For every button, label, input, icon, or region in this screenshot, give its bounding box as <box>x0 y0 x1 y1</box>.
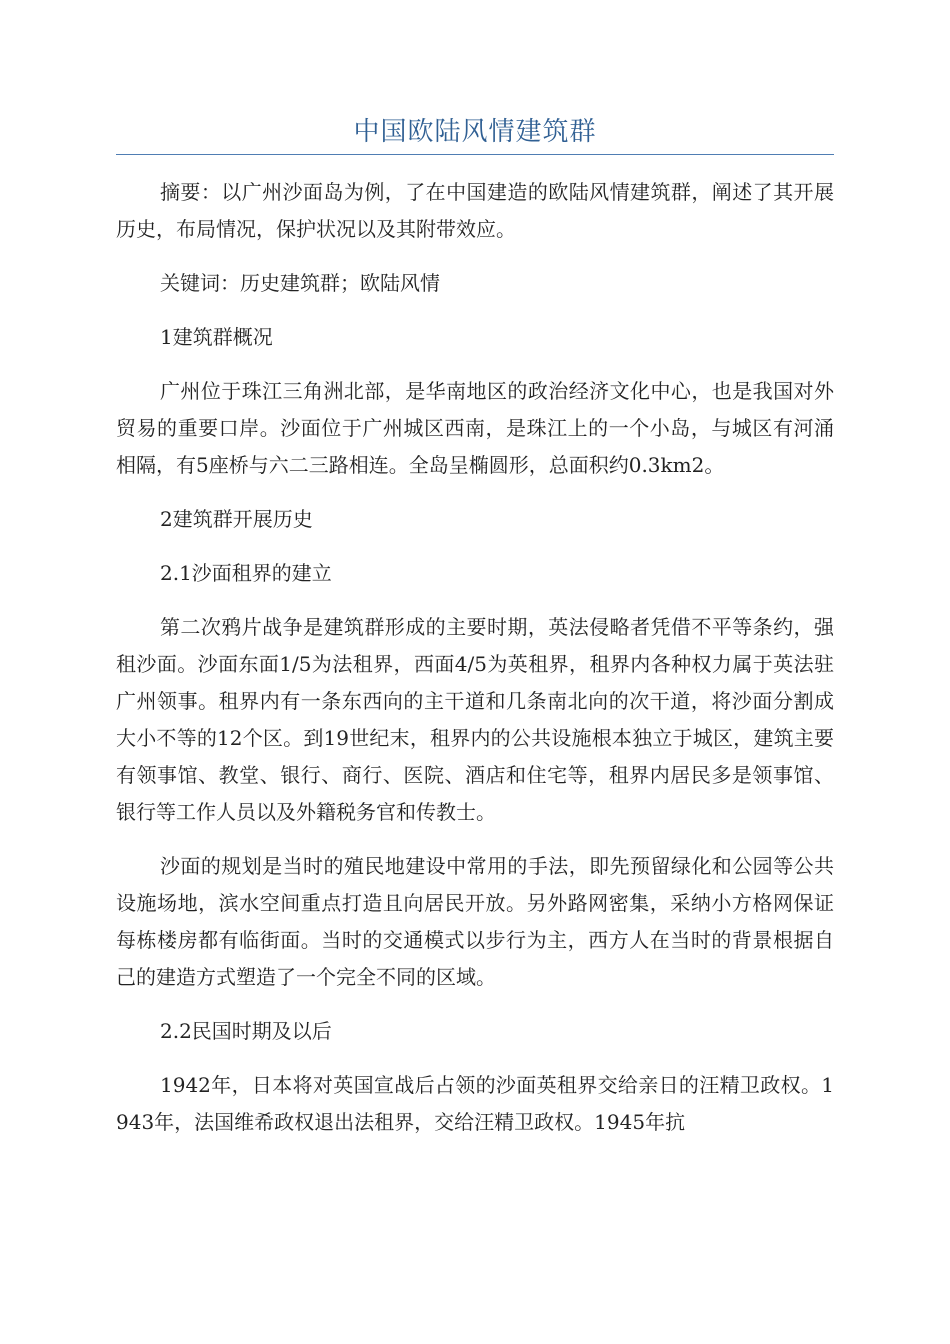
document-title: 中国欧陆风情建筑群 <box>353 117 597 147</box>
keywords-paragraph: 关键词：历史建筑群；欧陆风情 <box>160 271 440 295</box>
title-underline <box>116 154 834 155</box>
section-heading-1: 1建筑群概况 <box>160 325 273 349</box>
subsection-heading-2-1: 2.1沙面租界的建立 <box>160 561 332 585</box>
document-body <box>116 174 834 1141</box>
body-paragraph: 1942年，日本将对英国宣战后占领的沙面英租界交给亲日的汪精卫政权。1943年，法国维希政权退出法租界，交给汪精卫政权。1945年抗 <box>116 1073 834 1134</box>
body-paragraph: 沙面的规划是当时的殖民地建设中常用的手法，即先预留绿化和公园等公共设施场地，滨水空间重点打造且向居民开放。另外路网密集，采纳小方格网保证每栋楼房都有临街面。当时的交通模式以步行为主，西方人在当时的背景根据自己的建造方式塑造了一个完全不同的区域。 <box>116 854 834 989</box>
subsection-heading-2-2: 2.2民国时期及以后 <box>160 1019 332 1043</box>
body-paragraph: 广州位于珠江三角洲北部，是华南地区的政治经济文化中心，也是我国对外贸易的重要口岸。沙面位于广州城区西南，是珠江上的一个小岛，与城区有河涌相隔，有5座桥与六二三路相连。全岛呈椭圆形，总面积约0.3km2。 <box>116 379 834 477</box>
body-paragraph: 第二次鸦片战争是建筑群形成的主要时期，英法侵略者凭借不平等条约，强租沙面。沙面东面1/5为法租界，西面4/5为英租界，租界内各种权力属于英法驻广州领事。租界内有一条东西向的主干道和几条南北向的次干道，将沙面分割成大小不等的12个区。到19世纪末，租界内的公共设施根本独立于城区，建筑主要有领事馆、教堂、银行、商行、医院、酒店和住宅等，租界内居民多是领事馆、银行等工作人员以及外籍税务官和传教士。 <box>116 615 834 824</box>
section-heading-2: 2建筑群开展历史 <box>160 507 313 531</box>
abstract-paragraph: 摘要：以广州沙面岛为例，了在中国建造的欧陆风情建筑群，阐述了其开展历史，布局情况，保护状况以及其附带效应。 <box>116 180 834 241</box>
